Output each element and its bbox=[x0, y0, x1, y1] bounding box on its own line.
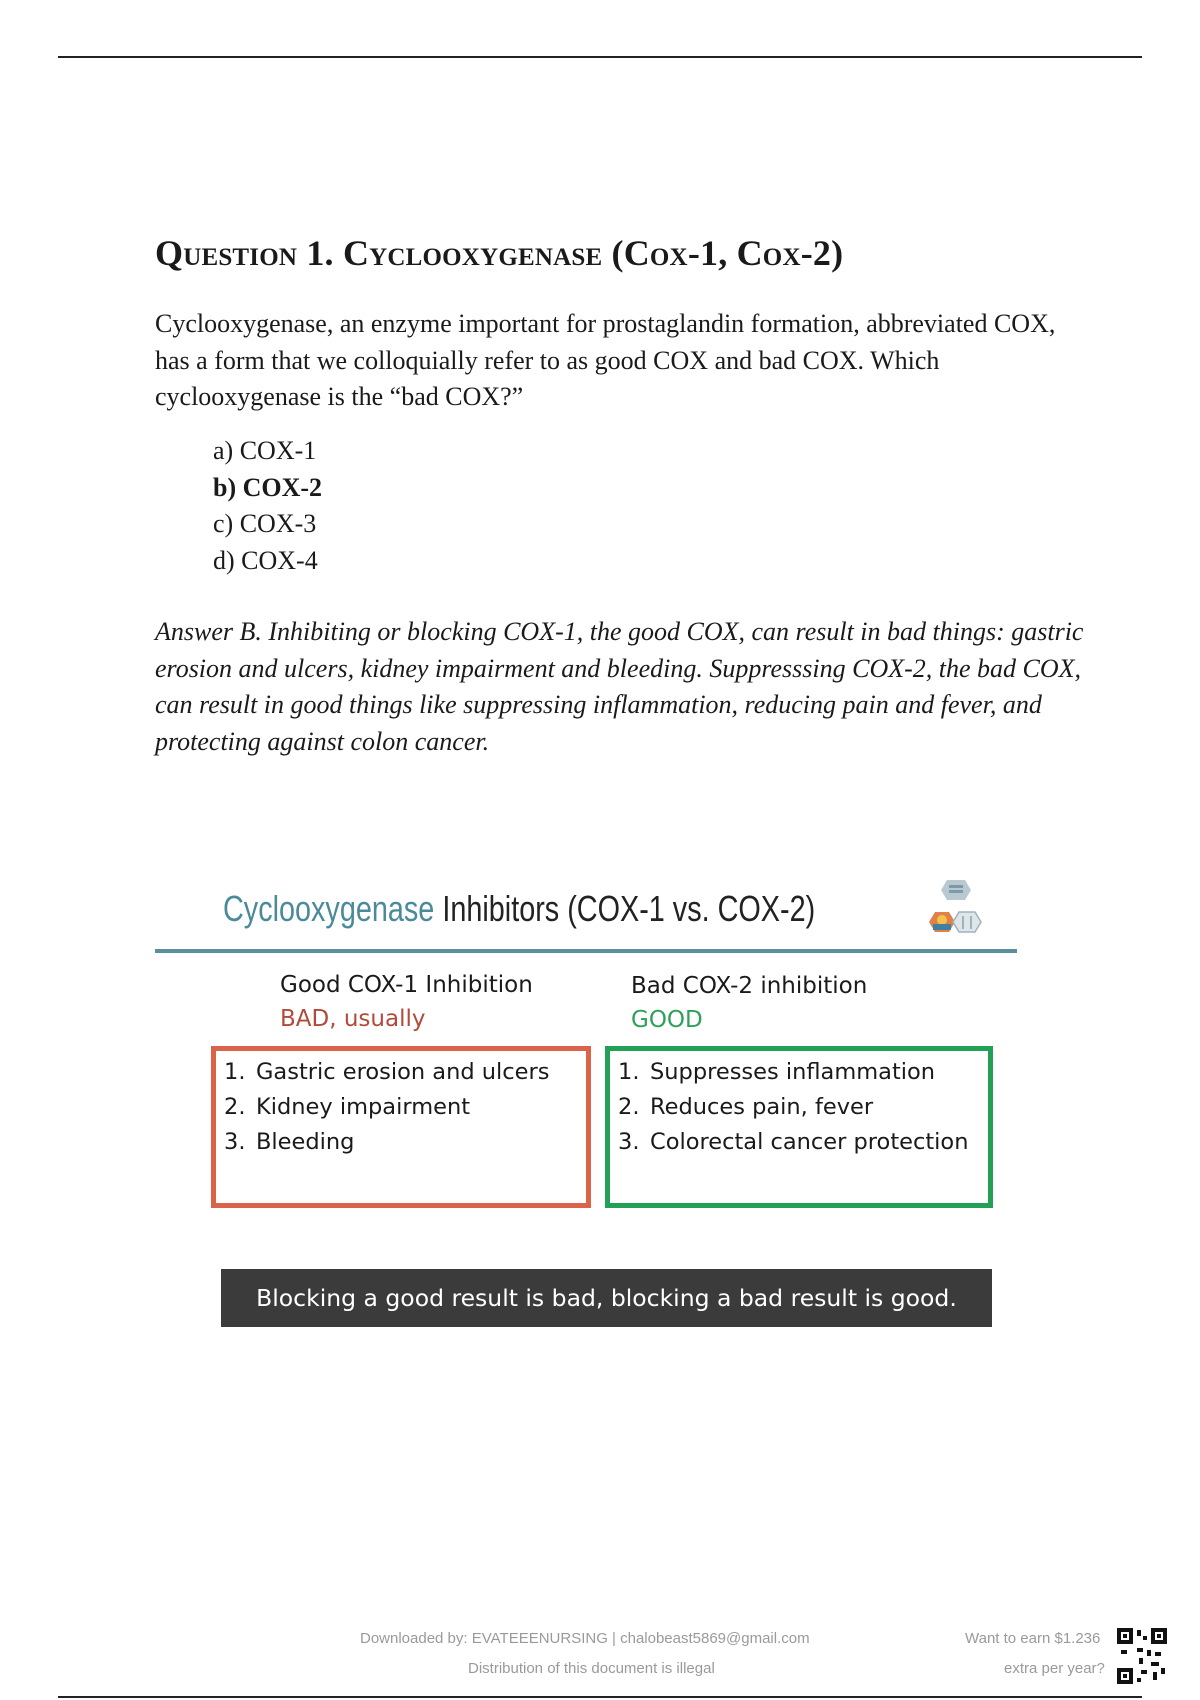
top-rule bbox=[58, 56, 1142, 58]
cox2-verdict: GOOD bbox=[631, 1007, 703, 1033]
cox2-heading: Bad COX-2 inhibition bbox=[631, 973, 868, 999]
distribution-notice: Distribution of this document is illegal bbox=[468, 1660, 715, 1677]
infographic-title bbox=[223, 888, 815, 930]
infographic-title-dark: Inhibitors (COX-1 vs. COX-2) bbox=[442, 888, 816, 929]
brain-books-logo-icon bbox=[925, 876, 985, 946]
cox1-effects-box bbox=[211, 1046, 591, 1208]
earn-promo-line1[interactable]: Want to earn $1.236 bbox=[965, 1630, 1101, 1647]
cox2-effects-box bbox=[605, 1046, 993, 1208]
option-b: b) COX-2 bbox=[213, 472, 323, 502]
downloaded-by-text: Downloaded by: EVATEEENURSING | chalobeast5869@gmail.com bbox=[360, 1630, 810, 1647]
earn-promo-line2[interactable]: extra per year? bbox=[1004, 1660, 1105, 1677]
question-title: Question 1. Cyclooxygenase (Cox-1, Cox-2) bbox=[155, 233, 844, 273]
answer-options bbox=[213, 433, 322, 579]
cox1-heading: Good COX-1 Inhibition bbox=[280, 972, 533, 998]
infographic-title-light: Cyclooxygenase bbox=[223, 888, 435, 929]
cox2-heading-block bbox=[631, 969, 867, 1037]
option-c: c) COX-3 bbox=[213, 509, 317, 538]
list-item: 3. Colorectal cancer protection bbox=[618, 1129, 969, 1155]
qr-code-icon[interactable] bbox=[1117, 1628, 1167, 1684]
list-item: 3. Bleeding bbox=[224, 1129, 355, 1155]
answer-explanation: Answer B. Inhibiting or blocking COX-1, the good COX, can result in bad things: gastric erosion and ulcers, kidney impairment and bleeding. Suppresssing COX-2, the bad COX, can result in good things like suppressing inflammation, reducing pain and fever, and protecting against colon cancer. bbox=[155, 617, 1084, 756]
option-a: a) COX-1 bbox=[213, 436, 317, 465]
summary-banner: Blocking a good result is bad, blocking a bad result is good. bbox=[221, 1269, 992, 1327]
cox-infographic bbox=[155, 876, 1019, 1331]
list-item: 2. Reduces pain, fever bbox=[618, 1094, 874, 1120]
cox2-effects-list bbox=[618, 1055, 980, 1160]
cox1-heading-block bbox=[280, 968, 533, 1036]
cox1-verdict: BAD, usually bbox=[280, 1006, 426, 1032]
option-d: d) COX-4 bbox=[213, 545, 318, 575]
list-item: 1. Gastric erosion and ulcers bbox=[224, 1059, 550, 1085]
bottom-rule bbox=[58, 1696, 1142, 1698]
infographic-rule bbox=[155, 949, 1017, 953]
list-item: 1. Suppresses inflammation bbox=[618, 1059, 936, 1085]
question-body: Cyclooxygenase, an enzyme important for prostaglandin formation, abbreviated COX, has a form that we colloquially refer to as good COX and bad COX. Which cyclooxygenase is the “bad COX?” bbox=[155, 309, 1056, 411]
cox1-effects-list bbox=[224, 1055, 578, 1160]
list-item: 2. Kidney impairment bbox=[224, 1094, 471, 1120]
